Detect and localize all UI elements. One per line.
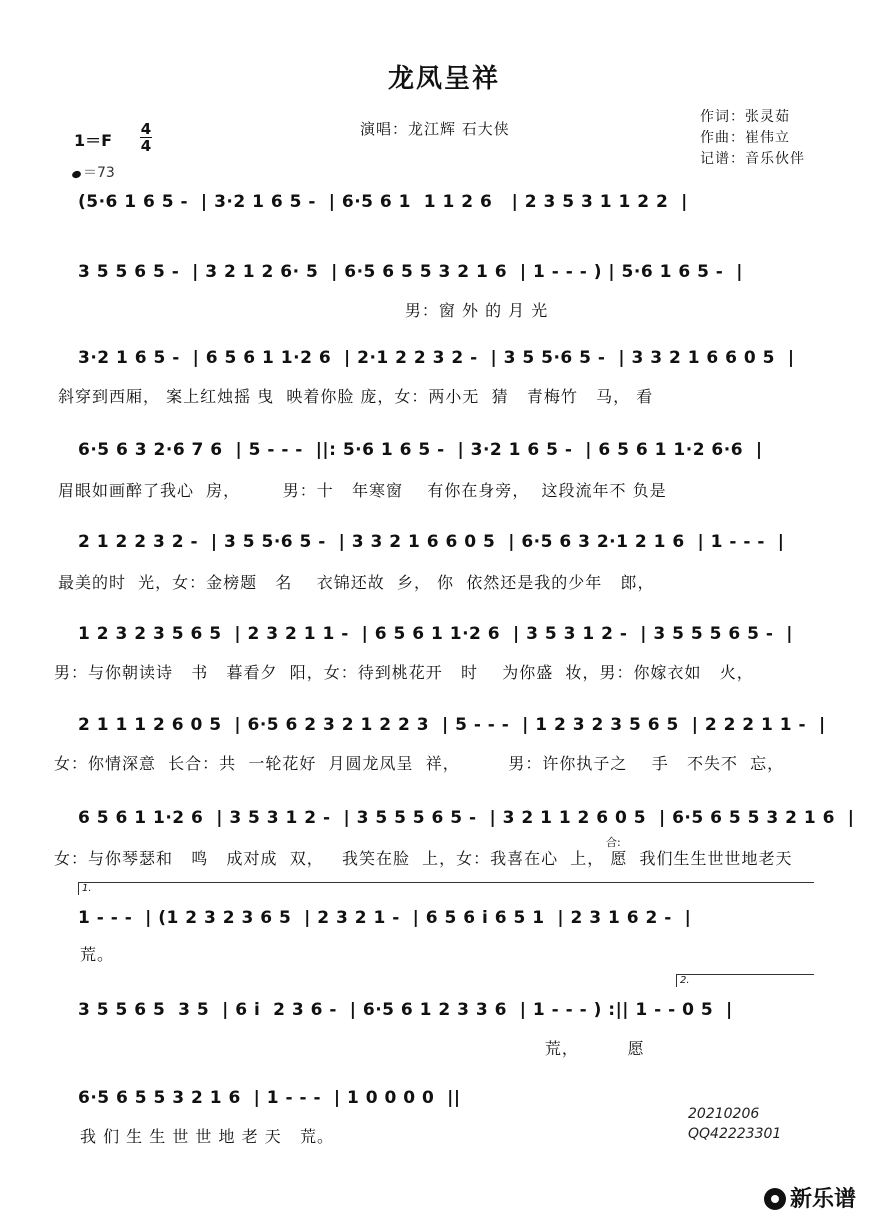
volta-2-bracket — [676, 974, 814, 987]
notes-line-6: 1 2 3 2 3 5 6 5 | 2 3 2 1 1 - | 6 5 6 1 1·2 6 | 3 5 3 1 2 - | 3 5 5 5 6 5 - | — [78, 624, 793, 644]
notes-line-7: 2 1 1 1 2 6 0 5 | 6·5 6 2 3 2 1 2 2 3 | 5 - - - | 1 2 3 2 3 5 6 5 | 2 2 2 1 1 - | — [78, 715, 826, 735]
notes-line-4: 6·5 6 3 2·6 7 6 | 5 - - - ||: 5·6 1 6 5 - | 3·2 1 6 5 - | 6 5 6 1 1·2 6·6 | — [78, 440, 763, 460]
notes-line-8: 6 5 6 1 1·2 6 | 3 5 3 1 2 - | 3 5 5 5 6 5 - | 3 2 1 1 2 6 0 5 | 6·5 6 5 5 3 2 1 6 | — [78, 808, 855, 828]
chorus-mark: 合: — [606, 836, 621, 849]
logo-text: 新乐谱 — [790, 1187, 857, 1212]
lyrics-line-2: 男：窗 外 的 月 光 — [58, 301, 549, 320]
notes-line-11: 6·5 6 5 5 3 2 1 6 | 1 - - - | 1 0 0 0 0 || — [78, 1088, 461, 1108]
volta-2-label: 2. — [680, 975, 690, 986]
lyrics-line-9: 荒。 — [80, 945, 115, 964]
tempo-marking — [72, 162, 115, 182]
quarter-note-icon — [71, 170, 82, 180]
lyrics-line-10: 荒， 愿 — [58, 1039, 645, 1058]
notes-line-3: 3·2 1 6 5 - | 6 5 6 1 1·2 6 | 2·1 2 2 3 2 - | 3 5 5·6 5 - | 3 3 2 1 6 6 0 5 | — [78, 348, 795, 368]
record-disc-icon — [764, 1188, 786, 1210]
credits — [700, 107, 805, 170]
song-title: 龙凤呈祥 — [387, 64, 500, 94]
qq-text: QQ42223301 — [688, 1126, 782, 1142]
lyrics-line-6: 男：与你朝读诗 书 暮看夕 阳，女：待到桃花开 时 为你盛 妆，男：你嫁衣如 火， — [54, 663, 754, 682]
lyrics-line-5: 最美的时 光，女：金榜题 名 衣锦还故 乡， 你 依然还是我的少年 郎， — [58, 573, 655, 592]
time-signature — [140, 121, 152, 154]
transcriber-credit: 记谱：音乐伙伴 — [700, 151, 805, 167]
notes-line-1: (5·6 1 6 5 - | 3·2 1 6 5 - | 6·5 6 1 1 1 2 6 | 2 3 5 3 1 1 2 2 | — [78, 192, 688, 212]
singers: 演唱：龙江辉 石大侠 — [360, 120, 510, 138]
notes-line-10: 3 5 5 6 5 3 5 | 6 i 2 3 6 - | 6·5 6 1 2 3 3 6 | 1 - - - ) :|| 1 - - 0 5 | — [78, 1000, 733, 1020]
notes-line-9: 1 - - - | (1 2 3 2 3 6 5 | 2 3 2 1 - | 6 5 6 i 6 5 1 | 2 3 1 6 2 - | — [78, 908, 692, 928]
time-signature-bottom: 4 — [140, 137, 152, 155]
volta-1-bracket — [78, 882, 814, 895]
composer-credit: 作曲：崔伟立 — [700, 130, 790, 146]
key-signature: 1＝F — [74, 131, 113, 150]
volta-1-label: 1. — [82, 883, 92, 894]
site-logo — [764, 1182, 856, 1213]
tempo-value: ＝73 — [83, 165, 115, 181]
lyricist-credit: 作词：张灵茹 — [700, 109, 790, 125]
lyrics-line-4: 眉眼如画醉了我心 房， 男：十 年寒窗 有你在身旁， 这段流年不 负是 — [58, 481, 667, 500]
notes-line-5: 2 1 2 2 3 2 - | 3 5 5·6 5 - | 3 3 2 1 6 6 0 5 | 6·5 6 3 2·1 2 1 6 | 1 - - - | — [78, 532, 785, 552]
time-signature-top: 4 — [140, 120, 152, 138]
lyrics-line-8: 女：与你琴瑟和 鸣 成对成 双， 我笑在脸 上，女：我喜在心 上， 愿 我们生生世世地老天 — [54, 849, 793, 868]
date-text: 20210206 — [688, 1106, 760, 1122]
lyrics-line-7: 女：你情深意 长合：共 一轮花好 月圆龙凤呈 祥， 男：许你执子之 手 不失不 忘， — [54, 754, 785, 773]
notes-line-2: 3 5 5 6 5 - | 3 2 1 2 6· 5 | 6·5 6 5 5 3 2 1 6 | 1 - - - ) | 5·6 1 6 5 - | — [78, 262, 743, 282]
lyrics-line-3: 斜穿到西厢， 案上红烛摇 曳 映着你脸 庞，女：两小无 猜 青梅竹 马， 看 — [58, 387, 654, 406]
transcription-date — [688, 1104, 781, 1144]
lyrics-line-11: 我 们 生 生 世 世 地 老 天 荒。 — [80, 1127, 334, 1146]
